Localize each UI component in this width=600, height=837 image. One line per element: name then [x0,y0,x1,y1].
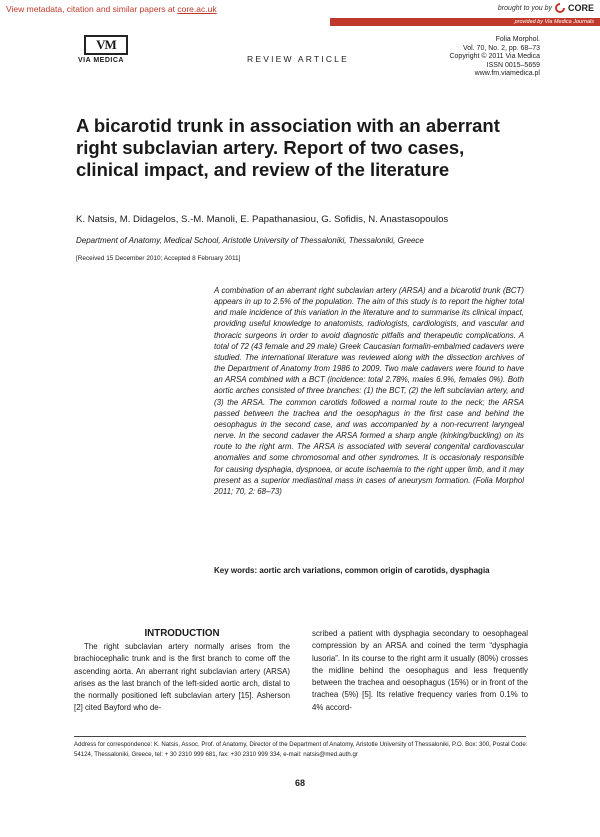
journal-copyright: Copyright © 2011 Via Medica [449,53,540,61]
core-provided-text: provided by Via Medica Journals [514,19,594,25]
journal-info [449,36,540,79]
journal-volume: Vol. 70, No. 2, pp. 68–73 [462,44,540,52]
core-brand[interactable] [498,3,594,13]
footnote-divider [74,736,526,737]
body-column-left: The right subclavian artery normally arises from the brachiocephalic trunk and is the first branch to come off the ascending aorta. An aberrant right subclavian artery (ARSA) arises as the last branch of the left-sided aortic arch, distal to the normally positioned left subclavian artery [15]. Asherson [2] cited Bayford who de- [74,642,290,713]
core-brought-text: brought to you by [497,4,552,12]
page-number: 68 [294,778,305,788]
core-logo-icon [555,3,565,13]
journal-name: Folia Morphol. [495,36,540,43]
correspondence-footnote: Address for correspondence: K. Natsis, Assoc. Prof. of Anatomy, Director of the Department of Anatomy, Aristotle University of Thessaloniki, P.O. Box: 300, Postal Code: 54124, Thessaloniki, Greece, tel: + 30 2310 999 681, fax: +30 2310 999 334, e-mail: natsis@med.auth.gr [74,741,528,758]
core-metadata-link[interactable] [6,4,217,14]
received-dates: [Received 15 December 2010; Accepted 8 February 2011] [76,255,241,262]
article-title: A bicarotid trunk in association with an aberrant right subclavian artery. Report of two cases, clinical impact, and review of the literature [76,115,500,180]
keywords: Key words: aortic arch variations, common origin of carotids, dysphagia [214,566,490,575]
author-list: K. Natsis, M. Didagelos, S.-M. Manoli, E. Papathanasiou, G. Sofidis, N. Anastasopoulos [76,214,449,225]
via-medica-logo [78,35,144,64]
abstract: A combination of an aberrant right subclavian artery (ARSA) and a bicarotid trunk (BCT) appears in up to 2.5% of the population. The aim of this study is to report the higher total and male incidence of this variation in the literature and to summarise its clinical impact, providing useful knowledge to anatomists, radiologists, cardiologists, and vascular and thoracic surgeons in order to avoid diagnostic pitfalls and therapeutic complications. A total of 72 (43 female and 29 male) Greek Caucasian formalin-embalmed cadavers were studied. The international literature was reviewed along with the dissection archives of the Department of Anatomy from 1986 to 2009. Two male cadavers were found to have an ARSA combined with a BCT (incidence: total 2.78%, males 6.9%, females 0%). Both aortic arches consisted of three branches: (1) the BCT, (2) the left subclavian artery, and (3) the ARSA. The common carotids followed a normal route to the neck; the ARSA passed between the trachea and the oesophagus in the first case and behind the oesophagus in the second case, and was accompanied by a non-recurrent laryngeal nerve. In the second cadaver the ARSA formed a sharp angle (kinking/buckling) on its route to the right arm. The ARSA is associated with several congenital cardiovascular anomalies and some chromosomal and other syndromes. It is occasionaly responsible for causing dysphagia, dyspnoea, or acute ischaemia to the right upper limb, and it may present as a superior mediastinal mass in cases of aneurysm formation. (Folia Morphol 2011; 70, 2: 68–73) [214,286,524,496]
affiliation: Department of Anatomy, Medical School, Aristotle University of Thessaloniki, Thessaloniki, Greece [76,236,424,245]
journal-issn: ISSN 0015–5659 [486,61,540,69]
section-label: REVIEW ARTICLE [247,54,349,64]
body-column-right: scribed a patient with dysphagia secondary to oesophageal compression by an ARSA and coined the term “dysphagia lusoria”. In its course to the right arm it usually (80%) crosses the midline behind the oesophagus and less frequently between the trachea and oesophagus (15%) or in front of the trachea (5%) [5]. Its relative frequency varies from 0.1% to 4% accord- [312,629,528,712]
core-metadata-url[interactable]: core.ac.uk [177,4,217,14]
logo-mark: VM [84,35,128,55]
introduction-heading: INTRODUCTION [144,628,220,639]
core-logo-text: CORE [567,3,594,13]
logo-text: VIA MEDICA [78,57,124,64]
journal-url[interactable]: www.fm.viamedica.pl [474,70,540,78]
core-metadata-text: View metadata, citation and similar papers at [6,4,178,14]
